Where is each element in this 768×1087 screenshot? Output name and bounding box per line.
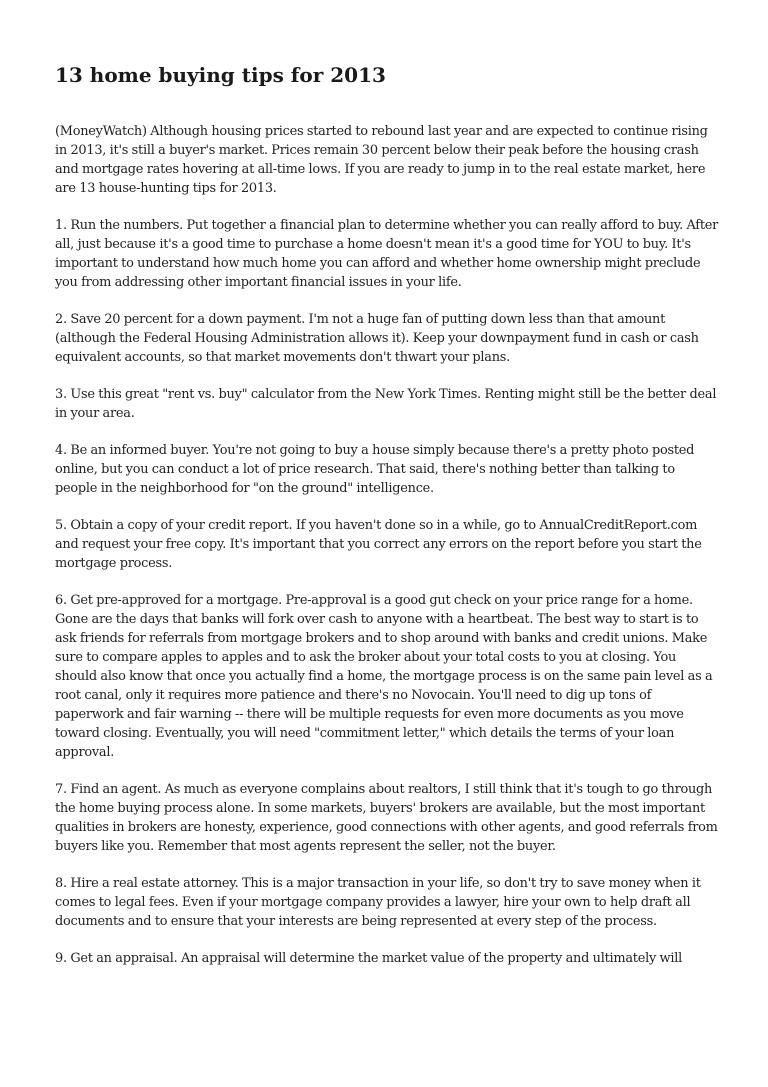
intro-paragraph: (MoneyWatch) Although housing prices started to rebound last year and are expected to continue rising in 2013, it's still a buyer's market. Prices remain 30 percent below their peak before the housing crash and mortgage rates hovering at all-time lows. If you are ready to jump in to the real estate market, here are 13 house-hunting tips for 2013.: [55, 124, 708, 196]
tip-6-paragraph: 6. Get pre-approved for a mortgage. Pre-approval is a good gut check on your price range for a home. Gone are the days that banks will fork over cash to anyone with a heartbeat. The best way to start is to ask friends for referrals from mortgage brokers and to shop around with banks and credit unions. Make sure to compare apples to apples and to ask the broker about your total costs to you at closing. You should also know that once you actually find a home, the mortgage process is on the same pain level as a root canal, only it requires more patience and there's no Novocain. You'll need to dig up tons of paperwork and fair warning -- there will be multiple requests for even more documents as you move toward closing. Eventually, you will need "commitment letter," which details the terms of your loan approval.: [55, 593, 713, 760]
tip-5-paragraph: 5. Obtain a copy of your credit report. If you haven't done so in a while, go to AnnualCreditReport.com and request your free copy. It's important that you correct any errors on the report before you start the mortgage process.: [55, 518, 702, 571]
tip-2-paragraph: 2. Save 20 percent for a down payment. I'm not a huge fan of putting down less than that amount (although the Federal Housing Administration allows it). Keep your downpayment fund in cash or cash equivalent accounts, so that market movements don't thwart your plans.: [55, 312, 699, 365]
tip-8-paragraph: 8. Hire a real estate attorney. This is a major transaction in your life, so don't try to save money when it comes to legal fees. Even if your mortgage company provides a lawyer, hire your own to help draft all documents and to ensure that your interests are being represented at every step of the process.: [55, 876, 701, 929]
tip-4-paragraph: 4. Be an informed buyer. You're not going to buy a house simply because there's a pretty photo posted online, but you can conduct a lot of price research. That said, there's nothing better than talking to people in the neighborhood for "on the ground" intelligence.: [55, 443, 695, 496]
page-title: 13 home buying tips for 2013: [55, 63, 386, 87]
tip-9-paragraph: 9. Get an appraisal. An appraisal will determine the market value of the property and ultimately will: [55, 951, 682, 966]
tip-1-paragraph: 1. Run the numbers. Put together a financial plan to determine whether you can really afford to buy. After all, just because it's a good time to purchase a home doesn't mean it's a good time for YOU to buy. It's important to understand how much home you can afford and whether home ownership might preclude you from addressing other important financial issues in your life.: [55, 218, 719, 290]
article-body: [55, 122, 719, 986]
tip-3-paragraph: 3. Use this great "rent vs. buy" calculator from the New York Times. Renting might still be the better deal in your area.: [55, 387, 717, 421]
tip-7-paragraph: 7. Find an agent. As much as everyone complains about realtors, I still think that it's tough to go through the home buying process alone. In some markets, buyers' brokers are available, but the most important qualities in brokers are honesty, experience, good connections with other agents, and good referrals from buyers like you. Remember that most agents represent the seller, not the buyer.: [55, 782, 718, 854]
